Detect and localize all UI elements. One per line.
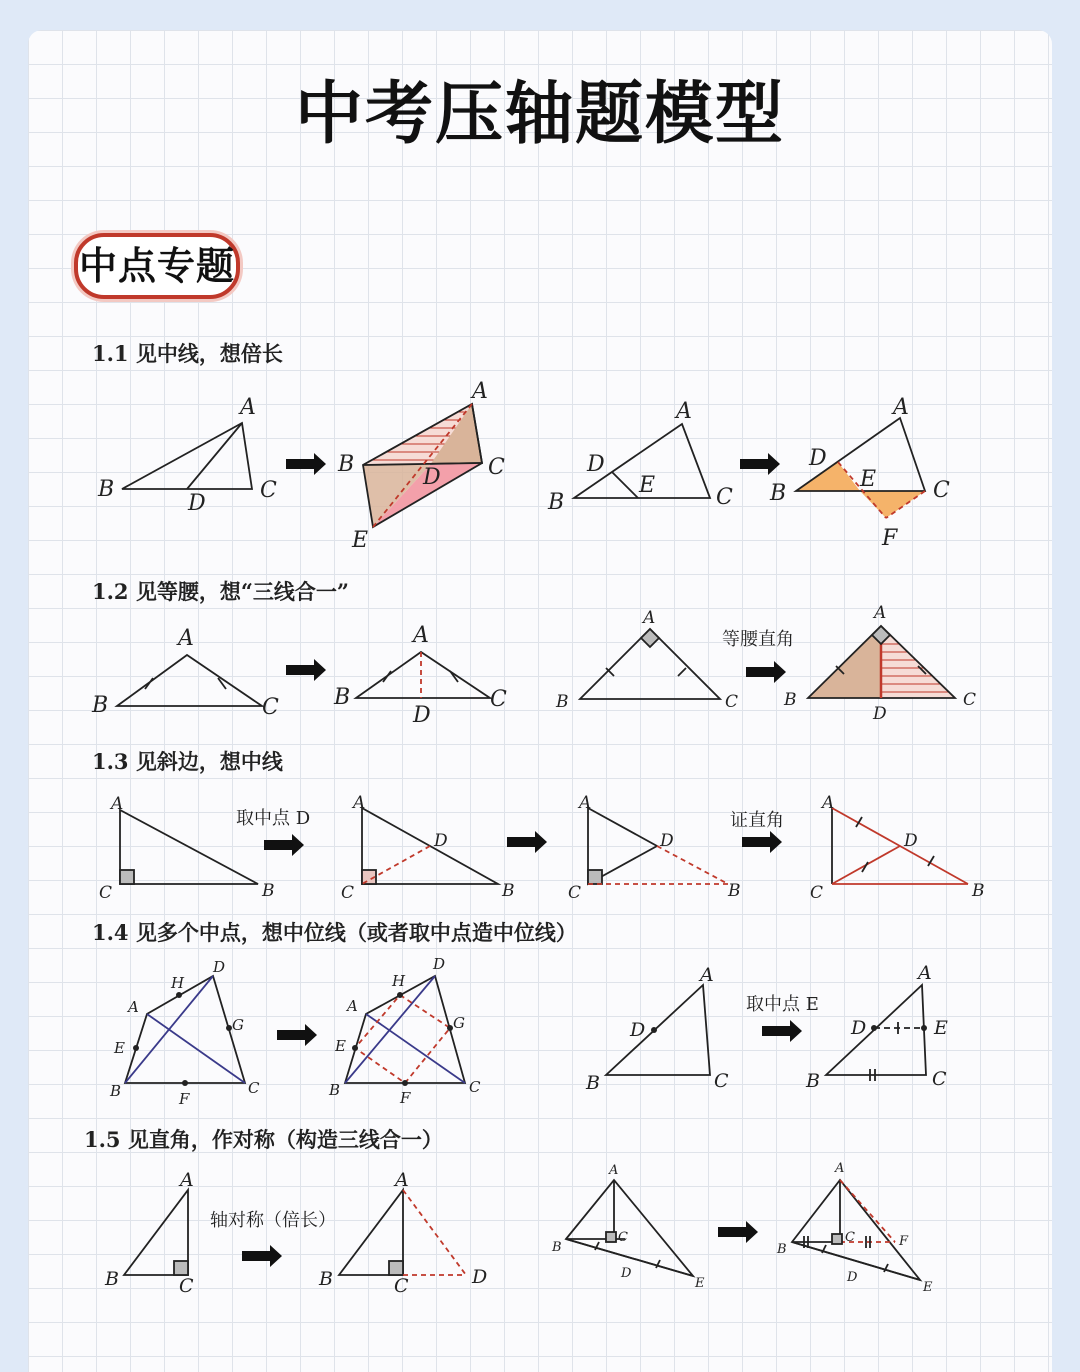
arrow-icon: [242, 1245, 282, 1267]
label-B: B: [556, 692, 569, 712]
label-E: E: [639, 473, 656, 498]
label-E: E: [352, 528, 369, 553]
label-E: E: [695, 1276, 705, 1291]
label-D: D: [847, 1270, 858, 1285]
label-A: A: [835, 1161, 845, 1176]
arrow-icon: [742, 831, 782, 853]
note-axis-symmetry: 轴对称（倍长）: [210, 1210, 336, 1231]
label-B: B: [728, 881, 741, 901]
fig-1-2-three-in-one: [808, 626, 955, 698]
fig-1-5-right: [124, 1190, 188, 1275]
label-D: D: [423, 465, 441, 490]
note-take-midpoint-e: 取中点 E: [746, 994, 819, 1015]
label-G: G: [232, 1016, 244, 1034]
heading-1-3: 1.3 见斜边，想中线: [92, 749, 283, 774]
label-A: A: [874, 603, 887, 623]
label-D: D: [621, 1266, 632, 1281]
label-B: B: [92, 693, 109, 718]
label-A: A: [643, 608, 656, 628]
label-G: G: [453, 1014, 465, 1032]
arrow-icon: [746, 661, 786, 683]
fig-1-5-reflect: [339, 1190, 466, 1275]
fig-1-3-extend: [588, 808, 728, 884]
fig-1-4-midpoint-E: [826, 985, 926, 1081]
label-C: C: [618, 1230, 628, 1245]
label-A: A: [579, 793, 592, 813]
label-C: C: [810, 883, 824, 903]
section-badge: 中点专题: [74, 233, 240, 299]
label-D: D: [630, 1019, 646, 1041]
label-C: C: [260, 478, 277, 503]
label-B: B: [502, 881, 515, 901]
heading-1-1: 1.1 见中线，想倍长: [92, 341, 283, 366]
label-C: C: [99, 883, 113, 903]
arrow-icon: [507, 831, 547, 853]
fig-1-1-median: [122, 423, 252, 489]
label-B: B: [334, 685, 351, 710]
label-E: E: [114, 1039, 125, 1057]
label-A: A: [676, 399, 692, 424]
label-D: D: [904, 831, 918, 851]
label-A: A: [893, 395, 909, 420]
arrow-icon: [740, 453, 780, 475]
fig-1-2-isosceles: [117, 655, 262, 706]
label-B: B: [110, 1082, 122, 1100]
arrow-icon: [286, 453, 326, 475]
fig-1-2-isosceles-right: [580, 629, 720, 699]
label-A: A: [178, 626, 194, 651]
label-A: A: [822, 793, 835, 813]
label-F: F: [179, 1090, 190, 1108]
fig-1-4-midline: [345, 976, 465, 1083]
label-E: E: [860, 467, 877, 492]
label-C: C: [490, 687, 507, 712]
label-H: H: [392, 972, 406, 990]
label-B: B: [784, 690, 797, 710]
label-B: B: [806, 1070, 820, 1092]
label-A: A: [609, 1163, 619, 1178]
fig-1-5-complex: [566, 1180, 693, 1276]
label-C: C: [963, 690, 977, 710]
label-A: A: [128, 998, 139, 1016]
arrow-icon: [264, 834, 304, 856]
label-D: D: [660, 831, 674, 851]
label-C: C: [568, 883, 582, 903]
fig-1-5-complex-symmetry: [792, 1180, 920, 1280]
label-B: B: [552, 1240, 562, 1255]
label-A: A: [111, 794, 124, 814]
label-E: E: [335, 1037, 346, 1055]
label-F: F: [882, 526, 898, 551]
label-C: C: [488, 455, 505, 480]
label-C: C: [469, 1078, 481, 1096]
label-C: C: [341, 883, 355, 903]
note-take-midpoint-d: 取中点 D: [236, 808, 311, 829]
label-D: D: [413, 703, 431, 728]
label-D: D: [188, 491, 206, 516]
label-C: C: [714, 1070, 729, 1092]
label-C: C: [725, 692, 739, 712]
label-A: A: [472, 379, 488, 404]
fig-1-2-altitude: [356, 652, 490, 698]
label-D: D: [472, 1266, 488, 1288]
label-B: B: [338, 452, 355, 477]
label-B: B: [319, 1268, 333, 1290]
label-C: C: [179, 1275, 194, 1297]
label-C: C: [716, 485, 733, 510]
label-B: B: [972, 881, 985, 901]
label-C: C: [932, 1068, 947, 1090]
arrow-icon: [277, 1024, 317, 1046]
arrow-icon: [718, 1221, 758, 1243]
label-D: D: [587, 452, 605, 477]
label-A: A: [700, 964, 714, 986]
label-A: A: [918, 962, 932, 984]
label-C: C: [933, 478, 950, 503]
arrow-icon: [762, 1020, 802, 1042]
arrow-icon: [286, 659, 326, 681]
label-D: D: [213, 958, 226, 976]
label-A: A: [347, 997, 358, 1015]
page-title: 中考压轴题模型: [294, 74, 785, 154]
label-A: A: [353, 793, 366, 813]
label-C: C: [845, 1230, 855, 1245]
label-B: B: [770, 481, 787, 506]
label-B: B: [98, 477, 115, 502]
label-C: C: [248, 1079, 260, 1097]
label-B: B: [548, 490, 565, 515]
label-E: E: [923, 1280, 933, 1295]
heading-1-5: 1.5 见直角，作对称（构造三线合一）: [84, 1127, 443, 1152]
label-E: E: [934, 1017, 948, 1039]
label-B: B: [262, 881, 275, 901]
label-C: C: [394, 1275, 409, 1297]
label-D: D: [851, 1017, 867, 1039]
heading-1-2: 1.2 见等腰，想“三线合一”: [92, 579, 350, 604]
label-B: B: [105, 1268, 119, 1290]
label-A: A: [180, 1169, 194, 1191]
fig-1-4-triangle: [606, 985, 710, 1075]
fig-1-3-midpoint: [362, 808, 498, 884]
label-B: B: [586, 1072, 600, 1094]
heading-1-4: 1.4 见多个中点，想中位线（或者取中点造中位线）: [92, 920, 577, 945]
label-D: D: [809, 446, 827, 471]
label-A: A: [413, 623, 429, 648]
label-D: D: [433, 955, 446, 973]
label-D: D: [434, 831, 448, 851]
label-F: F: [400, 1089, 411, 1107]
label-C: C: [262, 695, 279, 720]
label-A: A: [395, 1169, 409, 1191]
note-isosceles-right: 等腰直角: [722, 629, 794, 650]
label-B: B: [777, 1242, 787, 1257]
label-F: F: [899, 1234, 909, 1249]
note-prove-right-angle: 证直角: [730, 810, 784, 831]
label-B: B: [329, 1081, 341, 1099]
label-H: H: [171, 974, 185, 992]
fig-1-3-proved: [832, 808, 968, 884]
label-D: D: [873, 704, 887, 724]
label-A: A: [240, 395, 256, 420]
